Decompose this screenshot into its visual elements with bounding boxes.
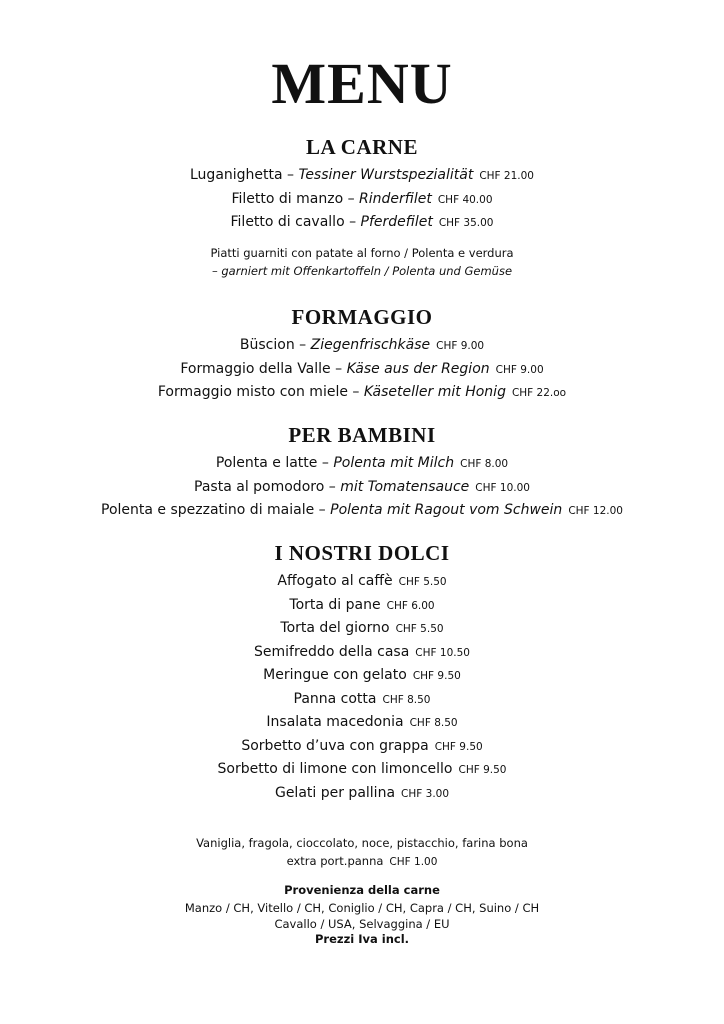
item-translation: Polenta mit Milch — [333, 455, 455, 471]
menu-item — [0, 358, 724, 382]
item-name: Affogato al caffè — [277, 573, 393, 589]
extra-cream-label: extra port.panna — [286, 853, 384, 868]
menu-item — [0, 758, 724, 782]
item-price: CHF 6.00 — [386, 599, 435, 612]
item-price: CHF 5.50 — [395, 623, 444, 635]
item-separator: – — [294, 337, 311, 353]
meat-origin-line: Cavallo / USA, Selvaggina / EU — [274, 917, 450, 931]
menu-item — [0, 211, 724, 235]
item-price: CHF 10.50 — [415, 646, 470, 659]
item-translation: Käseteller mit Honig — [363, 384, 506, 400]
item-price: CHF 9.00 — [495, 363, 544, 376]
menu-item — [0, 476, 724, 500]
item-separator: – — [314, 502, 331, 518]
menu-item — [0, 381, 724, 405]
item-separator: – — [324, 478, 341, 495]
item-price: CHF 9.50 — [412, 670, 461, 682]
section-heading: PER BAMBINI — [288, 423, 436, 447]
item-price: CHF 22.oo — [511, 387, 567, 399]
gelato-flavors: Vaniglia, fragola, cioccolato, noce, pistacchio, farina bona — [196, 836, 528, 850]
item-name: Semifreddo della casa — [254, 643, 410, 660]
extra-cream — [0, 853, 724, 872]
item-price: CHF 5.50 — [398, 576, 447, 588]
item-price: CHF 12.00 — [568, 505, 623, 517]
item-price: CHF 21.00 — [479, 170, 534, 182]
menu-item — [0, 617, 724, 641]
meat-origin-line: Manzo / CH, Vitello / CH, Coniglio / CH, Capra / CH, Suino / CH — [184, 900, 540, 915]
menu-item — [0, 664, 724, 688]
garnish-note-german: – garniert mit Offenkartoffeln / Polenta und Gemüse — [211, 263, 513, 278]
item-price: CHF 8.50 — [382, 693, 431, 706]
menu-item — [0, 594, 724, 618]
item-separator: – — [317, 455, 334, 471]
item-translation: mit Tomatensauce — [340, 478, 470, 495]
item-price: CHF 9.00 — [436, 340, 485, 352]
item-separator: – — [343, 190, 360, 207]
item-name: Insalata macedonia — [266, 714, 404, 730]
item-name: Filetto di manzo — [231, 190, 344, 207]
item-name: Filetto di cavallo — [230, 214, 345, 230]
item-price: CHF 3.00 — [401, 787, 450, 800]
item-price: CHF 8.00 — [460, 458, 509, 470]
section-formaggio — [0, 304, 724, 405]
item-separator: – — [282, 167, 299, 183]
menu-item — [0, 188, 724, 212]
item-price: CHF 35.00 — [438, 217, 494, 229]
section-heading: LA CARNE — [306, 135, 418, 159]
menu-item — [0, 164, 724, 188]
menu-item — [0, 688, 724, 712]
item-translation: Tessiner Wurstspezialität — [298, 167, 474, 183]
garnish-note-italian: Piatti guarniti con patate al forno / Polenta e verdura — [210, 245, 514, 260]
item-name: Polenta e latte — [215, 455, 318, 471]
menu-item — [0, 711, 724, 735]
section-heading: FORMAGGIO — [291, 305, 433, 329]
section-dolci — [0, 540, 724, 805]
menu-item — [0, 735, 724, 759]
menu-item — [0, 334, 724, 358]
item-name: Pasta al pomodoro — [194, 478, 325, 495]
item-translation: Rinderfilet — [359, 190, 432, 207]
item-separator: – — [347, 384, 364, 400]
menu-item — [0, 452, 724, 476]
item-name: Formaggio misto con miele — [157, 384, 348, 400]
meat-origin-heading: Provenienza della carne — [284, 883, 440, 897]
item-price: CHF 8.50 — [409, 717, 458, 729]
menu-item — [0, 782, 724, 806]
item-name: Sorbetto di limone con limoncello — [217, 761, 453, 777]
item-name: Sorbetto d’uva con grappa — [241, 737, 429, 754]
item-name: Meringue con gelato — [263, 667, 407, 683]
section-heading: I NOSTRI DOLCI — [274, 541, 450, 565]
item-name: Torta di pane — [289, 596, 381, 613]
section-la-carne — [0, 134, 724, 280]
item-name: Torta del giorno — [280, 620, 390, 636]
garnish-note — [0, 244, 724, 280]
vat-note: Prezzi Iva incl. — [314, 932, 410, 946]
item-name: Luganighetta — [190, 167, 283, 183]
footer-origin-block — [0, 882, 724, 947]
item-translation: Polenta mit Ragout vom Schwein — [330, 502, 563, 518]
item-translation: Pferdefilet — [360, 214, 433, 230]
item-price: CHF 10.00 — [475, 481, 530, 494]
item-translation: Ziegenfrischkäse — [310, 337, 431, 353]
item-name: Gelati per pallina — [274, 784, 396, 801]
item-name: Polenta e spezzatino di maiale — [101, 502, 315, 518]
item-translation: Käse aus der Region — [346, 360, 490, 377]
menu-title: MENU — [271, 51, 453, 116]
footer-flavors-block — [0, 835, 724, 871]
menu-item — [0, 641, 724, 665]
section-per-bambini — [0, 422, 724, 523]
menu-item — [0, 499, 724, 523]
item-separator: – — [330, 360, 347, 377]
item-name: Formaggio della Valle — [180, 360, 331, 377]
item-price: CHF 9.50 — [434, 740, 483, 753]
item-price: CHF 40.00 — [437, 193, 493, 206]
item-price: CHF 9.50 — [458, 764, 507, 776]
extra-cream-price: CHF 1.00 — [389, 855, 438, 868]
menu-item — [0, 570, 724, 594]
item-separator: – — [344, 214, 361, 230]
item-name: Büscion — [239, 337, 295, 353]
item-name: Panna cotta — [293, 690, 377, 707]
